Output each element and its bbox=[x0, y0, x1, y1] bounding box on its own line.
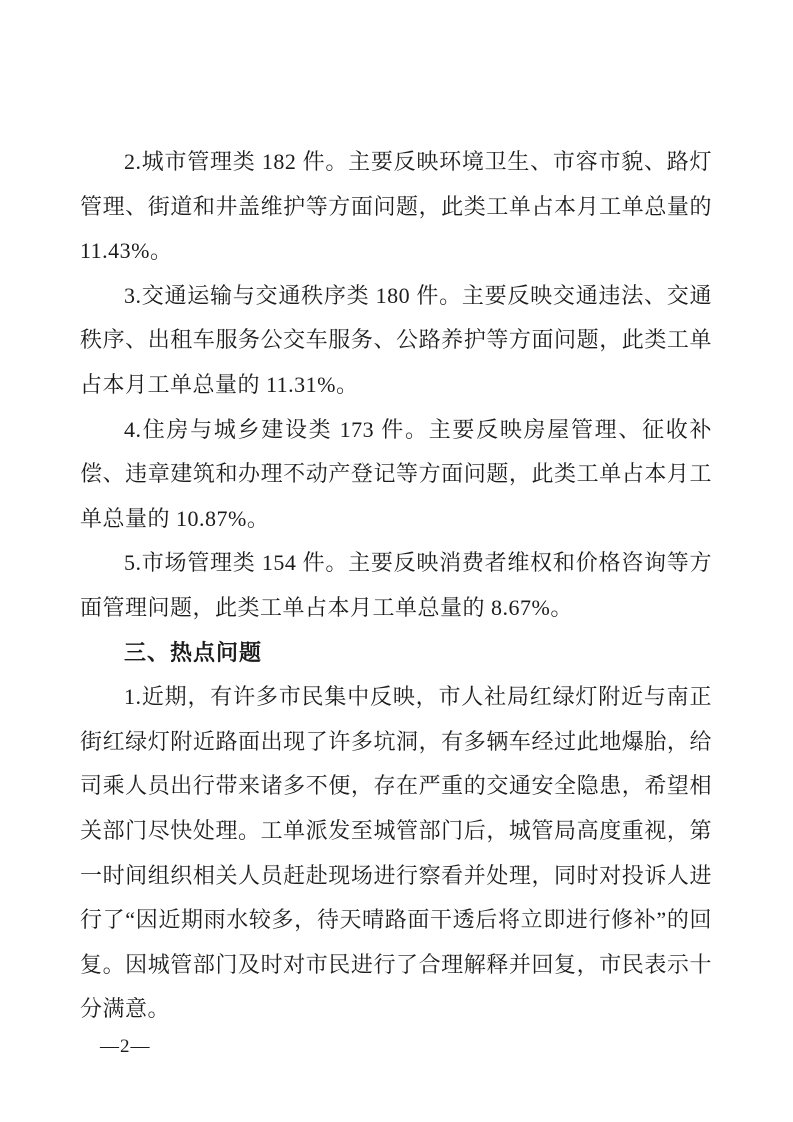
paragraph-market-regulation: 5.市场管理类 154 件。主要反映消费者维权和价格咨询等方面管理问题，此类工单占本月工单总量的 8.67%。 bbox=[80, 550, 712, 620]
page-number: —2— bbox=[100, 1036, 151, 1057]
section-heading-hot-issues: 三、热点问题 bbox=[124, 639, 263, 665]
document-body bbox=[80, 140, 712, 1032]
paragraph-transport-order: 3.交通运输与交通秩序类 180 件。主要反映交通违法、交通秩序、出租车服务公交车服务、公路养护等方面问题，此类工单占本月工单总量的 11.31%。 bbox=[80, 282, 712, 397]
paragraph-urban-management: 2.城市管理类 182 件。主要反映环境卫生、市容市貌、路灯管理、街道和井盖维护等方面问题，此类工单占本月工单总量的 11.43%。 bbox=[80, 149, 712, 264]
paragraph-hot-issue-road-potholes: 1.近期，有许多市民集中反映，市人社局红绿灯附近与南正街红绿灯附近路面出现了许多坑洞，有多辆车经过此地爆胎，给司乘人员出行带来诸多不便，存在严重的交通安全隐患，希望相关部门尽快处理。工单派发至城管部门后，城管局高度重视，第一时间组织相关人员赶赴现场进行察看并处理，同时对投诉人进行了“因近期雨水较多，待天晴路面干透后将立即进行修补”的回复。因城管部门及时对市民进行了合理解释并回复，市民表示十分满意。 bbox=[80, 684, 712, 1022]
paragraph-housing-construction: 4.住房与城乡建设类 173 件。主要反映房屋管理、征收补偿、违章建筑和办理不动产登记等方面问题，此类工单占本月工单总量的 10.87%。 bbox=[80, 416, 712, 531]
